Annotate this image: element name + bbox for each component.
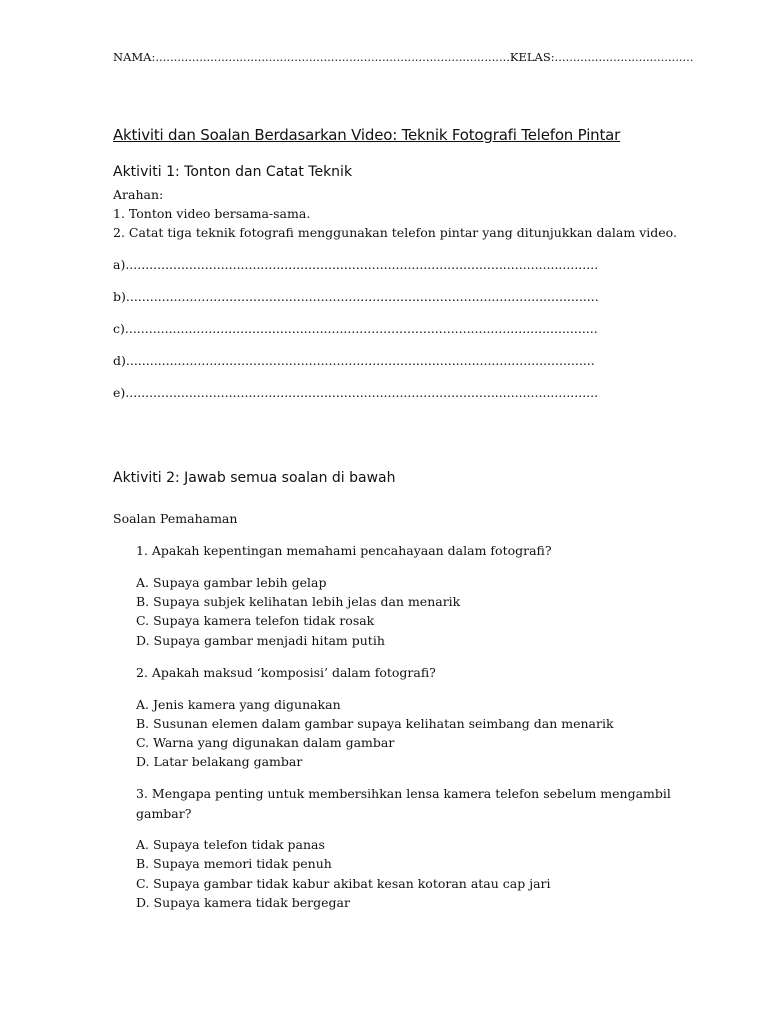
question-3-line-2: gambar? [136, 806, 192, 821]
instructions-label: Arahan: [113, 187, 164, 202]
question-2: 2. Apakah maksud ‘komposisi’ dalam fotografi? [136, 665, 436, 680]
question-1-option-d[interactable]: D. Supaya gambar menjadi hitam putih [136, 633, 385, 648]
instruction-step: 2. Catat tiga teknik fotografi menggunakan telefon pintar yang ditunjukkan dalam video. [113, 225, 677, 240]
question-2-option-c[interactable]: C. Warna yang digunakan dalam gambar [136, 735, 395, 750]
page-title: Aktiviti dan Soalan Berdasarkan Video: Teknik Fotografi Telefon Pintar [113, 126, 621, 144]
question-3-option-a[interactable]: A. Supaya telefon tidak panas [136, 837, 325, 852]
activity1-heading: Aktiviti 1: Tonton dan Catat Teknik [113, 164, 353, 180]
question-2-option-a[interactable]: A. Jenis kamera yang digunakan [136, 697, 341, 712]
instruction-step: 1. Tonton video bersama-sama. [113, 206, 311, 221]
answer-line-c[interactable]: c)....................................................................................................................... [113, 321, 598, 336]
question-1: 1. Apakah kepentingan memahami pencahayaan dalam fotografi? [136, 543, 552, 558]
question-3-option-c[interactable]: C. Supaya gambar tidak kabur akibat kesan kotoran atau cap jari [136, 876, 551, 891]
question-1-option-c[interactable]: C. Supaya kamera telefon tidak rosak [136, 613, 375, 628]
answer-line-d[interactable]: d)...................................................................................................................... [113, 353, 595, 368]
question-1-option-a[interactable]: A. Supaya gambar lebih gelap [136, 575, 327, 590]
activity2-heading: Aktiviti 2: Jawab semua soalan di bawah [113, 470, 396, 486]
question-3-line-1: 3. Mengapa penting untuk membersihkan lensa kamera telefon sebelum mengambil [136, 786, 671, 801]
section-label: Soalan Pemahaman [113, 511, 238, 526]
name-class-line: NAMA:.................................................................................................KELAS:...................................... [113, 50, 694, 64]
answer-line-a[interactable]: a)....................................................................................................................... [113, 257, 599, 272]
answer-line-e[interactable]: e)....................................................................................................................... [113, 385, 599, 400]
answer-line-b[interactable]: b)....................................................................................................................... [113, 289, 599, 304]
question-2-option-d[interactable]: D. Latar belakang gambar [136, 754, 303, 769]
question-3-option-b[interactable]: B. Supaya memori tidak penuh [136, 856, 332, 871]
question-1-option-b[interactable]: B. Supaya subjek kelihatan lebih jelas dan menarik [136, 594, 461, 609]
question-3-option-d[interactable]: D. Supaya kamera tidak bergegar [136, 895, 350, 910]
question-2-option-b[interactable]: B. Susunan elemen dalam gambar supaya kelihatan seimbang dan menarik [136, 716, 614, 731]
